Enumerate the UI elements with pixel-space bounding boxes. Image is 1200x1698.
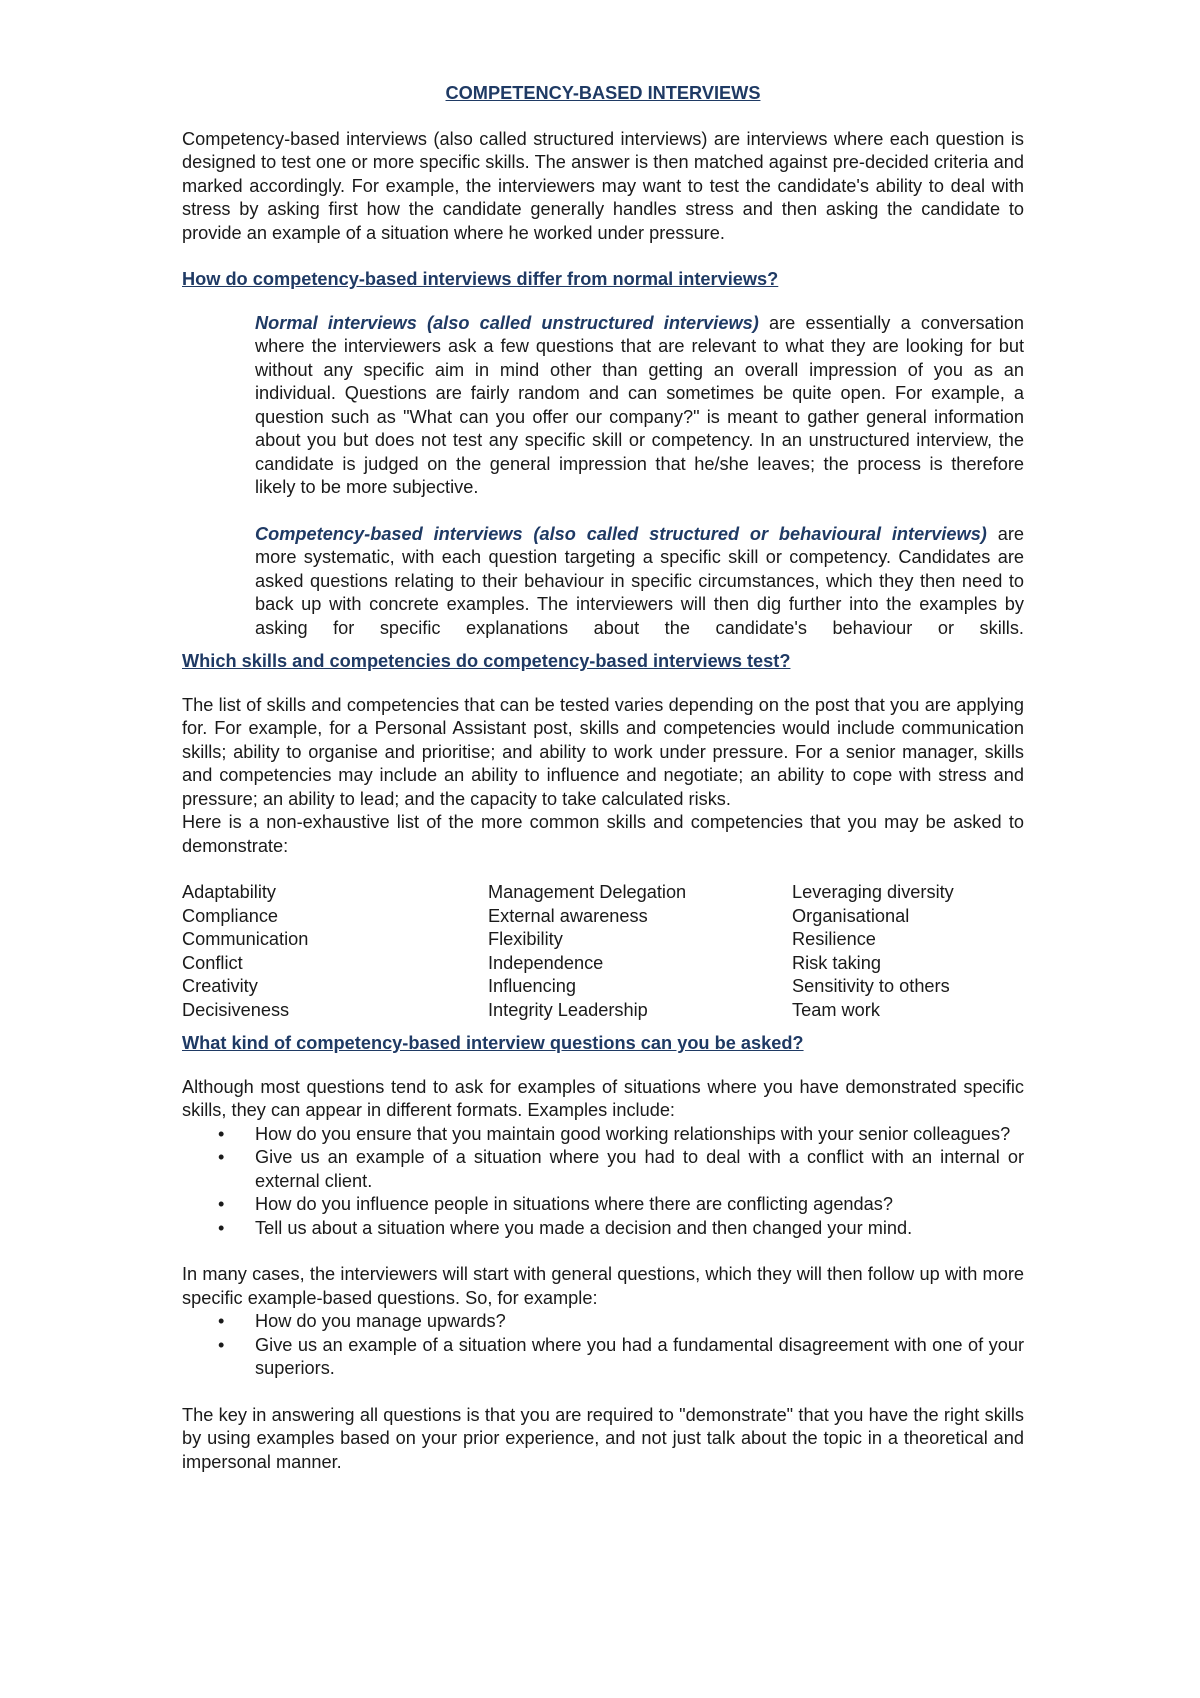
bullet-icon: • [218,1311,225,1331]
question-examples-list [182,1123,1024,1241]
skill-item: Leveraging diversity [792,882,954,902]
follow-up-examples-list [182,1310,1024,1381]
skill-item: Adaptability [182,882,277,902]
section-heading-skills: Which skills and competencies do competency-based interviews test? [182,651,791,671]
bullet-icon: • [218,1147,225,1167]
list-item-text: How do you influence people in situations where there are conflicting agendas? [255,1194,893,1214]
section-heading-questions: What kind of competency-based interview questions can you be asked? [182,1033,804,1053]
list-item [182,1217,1024,1241]
document-page [182,82,1024,1474]
skill-item: Compliance [182,905,279,926]
skill-item: Risk taking [792,952,881,973]
skill-item: Integrity Leadership [488,999,648,1020]
skill-item: Team work [792,999,880,1020]
skill-item: Creativity [182,976,258,996]
skill-item: Sensitivity to others [792,976,950,996]
skill-item: Management Delegation [488,882,687,902]
skills-paragraph-2: Here is a non-exhaustive list of the more common skills and competencies that you may be asked to demonstrate: [182,812,1024,856]
list-item-text: Give us an example of a situation where you had to deal with a conflict with an internal or external client. [255,1147,1024,1191]
list-item [182,1310,1024,1334]
section-heading-differences: How do competency-based interviews differ from normal interviews? [182,269,779,289]
normal-interviews-term: Normal interviews (also called unstructured interviews) [255,312,759,333]
bullet-icon: • [218,1334,225,1355]
skill-item: Resilience [792,929,876,949]
skill-item: Conflict [182,952,243,973]
skill-item: Influencing [488,976,576,996]
list-item [182,1146,1024,1193]
skill-item: Independence [488,952,604,973]
list-item-text: Tell us about a situation where you made a decision and then changed your mind. [255,1217,913,1238]
bullet-icon: • [218,1123,225,1144]
list-item-text: Give us an example of a situation where you had a fundamental disagreement with one of your superiors. [255,1334,1024,1378]
list-item-text: How do you ensure that you maintain good working relationships with your senior colleagues? [255,1123,1011,1144]
normal-interviews-text: are essentially a conversation where the interviewers ask a few questions that are relevant to what they are looking for but without any specific aim in mind other than getting an overall impression of you as an individual. Questions are fairly random and can sometimes be quite open. For example, a question such as "What can you offer our company?" is meant to gather general information about you but does not test any specific skill or competency. In an unstructured interview, the candidate is judged on the general impression that he/she leaves; the process is therefore likely to be more subjective. [255,312,1024,497]
bullet-icon: • [218,1217,225,1238]
competency-interviews-term: Competency-based interviews (also called structured or behavioural interviews) [255,523,987,544]
skill-item: External awareness [488,905,648,926]
normal-interviews-paragraph [255,312,1024,500]
questions-paragraph-3: The key in answering all questions is that you are required to "demonstrate" that you have the right skills by using examples based on your prior experience, and not just talk about the topic in a theoretical and impersonal manner. [182,1404,1024,1472]
list-item [182,1193,1024,1217]
questions-paragraph-1: Although most questions tend to ask for examples of situations where you have demonstrated specific skills, they can appear in different formats. Examples include: [182,1076,1024,1120]
list-item [182,1123,1024,1147]
competency-interviews-paragraph [255,523,1024,641]
document-title: COMPETENCY-BASED INTERVIEWS [445,83,761,103]
skill-item: Flexibility [488,929,563,949]
skills-list [182,881,1024,1022]
competency-interviews-text: are more systematic, with each question targeting a specific skill or competency. Candidates are asked questions relating to their behaviour in specific circumstances, which they then need to back up with concrete examples. The interviewers will then dig further into the examples by asking for specific explanations about the candidate's behaviour or skills. [255,523,1025,638]
skills-paragraph-1: The list of skills and competencies that can be tested varies depending on the post that you are applying for. For example, for a Personal Assistant post, skills and competencies would include communication skills; ability to organise and prioritise; and ability to work under pressure. For a senior manager, skills and competencies may include an ability to influence and negotiate; an ability to cope with stress and pressure; an ability to lead; and the capacity to take calculated risks. [182,694,1024,809]
questions-paragraph-2: In many cases, the interviewers will start with general questions, which they will then follow up with more specific example-based questions. So, for example: [182,1264,1024,1308]
skill-item: Organisational [792,905,910,926]
list-item-text: How do you manage upwards? [255,1311,506,1331]
skill-item: Decisiveness [182,999,290,1020]
intro-paragraph: Competency-based interviews (also called structured interviews) are interviews where each question is designed to test one or more specific skills. The answer is then matched against pre-decided criteria and marked accordingly. For example, the interviewers may want to test the candidate's ability to deal with stress by asking first how the candidate generally handles stress and then asking the candidate to provide an example of a situation where he worked under pressure. [182,128,1024,243]
skill-item: Communication [182,929,309,949]
bullet-icon: • [218,1194,225,1214]
list-item [182,1334,1024,1381]
